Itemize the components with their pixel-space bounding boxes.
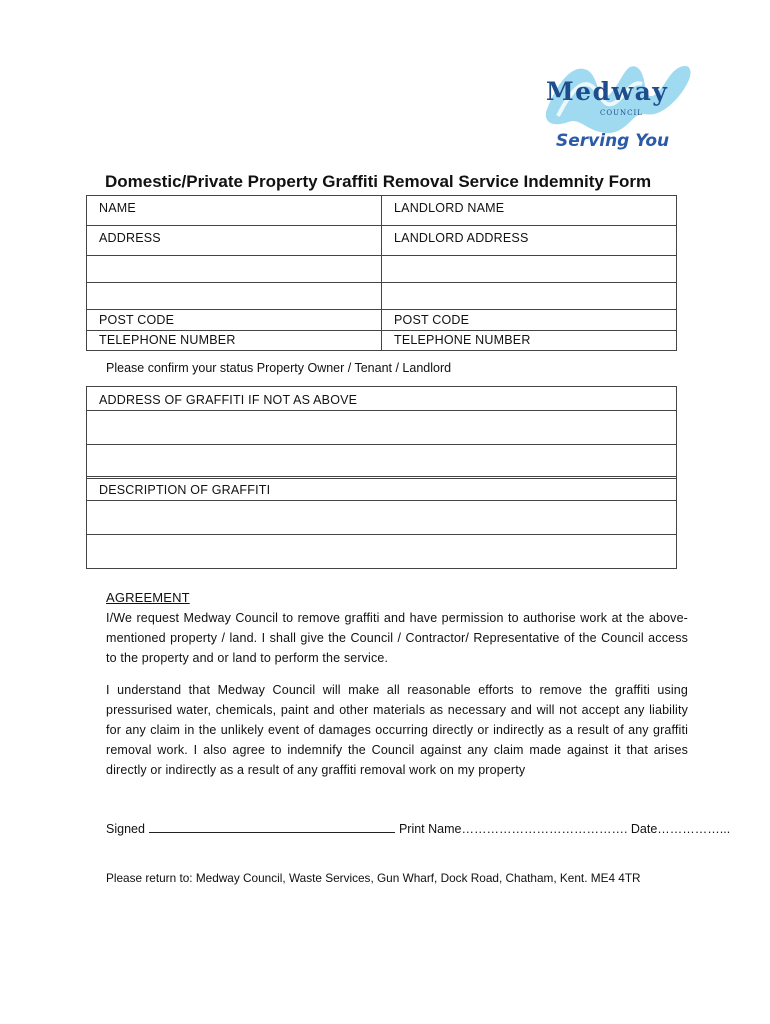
logo-tagline: Serving You	[556, 131, 670, 151]
status-prompt[interactable]: Please confirm your status Property Owner / Tenant / Landlord	[106, 361, 452, 375]
logo-subtitle: COUNCIL	[600, 109, 643, 117]
telephone-field[interactable]: TELEPHONE NUMBER	[87, 331, 382, 351]
landlord-post-code-field[interactable]: POST CODE	[382, 310, 677, 331]
graffiti-description-line-3-field[interactable]	[87, 535, 677, 569]
post-code-field[interactable]: POST CODE	[87, 310, 382, 331]
agreement-paragraph-2: I understand that Medway Council will make all reasonable efforts to remove the graffiti using pressurised water, chemicals, paint and other materials as necessary and will not accept any liability for any claim in the unlikely event of damages occurring directly or indirectly as a result of any graffiti removal work. I also agree to indemnify the Council against any claim made against it that arises directly or indirectly as a result of any graffiti removal work on my property	[106, 683, 688, 777]
return-address: Please return to: Medway Council, Waste Services, Gun Wharf, Dock Road, Chatham, Kent. ME4 4TR	[106, 871, 641, 885]
print-name-date-field[interactable]: Print Name…………………………………. Date……………...	[398, 822, 731, 836]
signature-line[interactable]	[149, 820, 395, 833]
logo-wordmark: Medway	[546, 77, 669, 106]
graffiti-address-line-3-field[interactable]	[87, 445, 677, 479]
graffiti-description-table	[86, 476, 677, 569]
contact-details-table	[86, 195, 677, 351]
signed-label: Signed	[106, 822, 145, 836]
agreement-heading: AGREEMENT	[106, 590, 190, 605]
landlord-address-line-3-field[interactable]	[382, 283, 677, 310]
graffiti-description-line-2-field[interactable]	[87, 501, 677, 535]
name-field[interactable]: NAME	[87, 196, 382, 226]
landlord-name-field[interactable]: LANDLORD NAME	[382, 196, 677, 226]
graffiti-address-field[interactable]: ADDRESS OF GRAFFITI IF NOT AS ABOVE	[87, 387, 677, 411]
address-line-3-field[interactable]	[87, 283, 382, 310]
address-line-2-field[interactable]	[87, 256, 382, 283]
landlord-address-line-2-field[interactable]	[382, 256, 677, 283]
landlord-telephone-field[interactable]: TELEPHONE NUMBER	[382, 331, 677, 351]
graffiti-address-table	[86, 386, 677, 479]
address-field[interactable]: ADDRESS	[87, 226, 382, 256]
form-title: Domestic/Private Property Graffiti Removal Service Indemnity Form	[105, 172, 652, 191]
medway-wave-logo-graphic	[538, 54, 698, 154]
agreement-paragraph-1: I/We request Medway Council to remove graffiti and have permission to authorise work at the above-mentioned property / land. I shall give the Council / Contractor/ Representative of the Council access to the property and or land to perform the service.	[106, 611, 688, 665]
graffiti-description-field[interactable]: DESCRIPTION OF GRAFFITI	[87, 477, 677, 501]
graffiti-address-line-2-field[interactable]	[87, 411, 677, 445]
medway-council-logo	[538, 54, 698, 154]
landlord-address-field[interactable]: LANDLORD ADDRESS	[382, 226, 677, 256]
signature-row	[106, 820, 731, 836]
agreement-section	[106, 588, 688, 780]
